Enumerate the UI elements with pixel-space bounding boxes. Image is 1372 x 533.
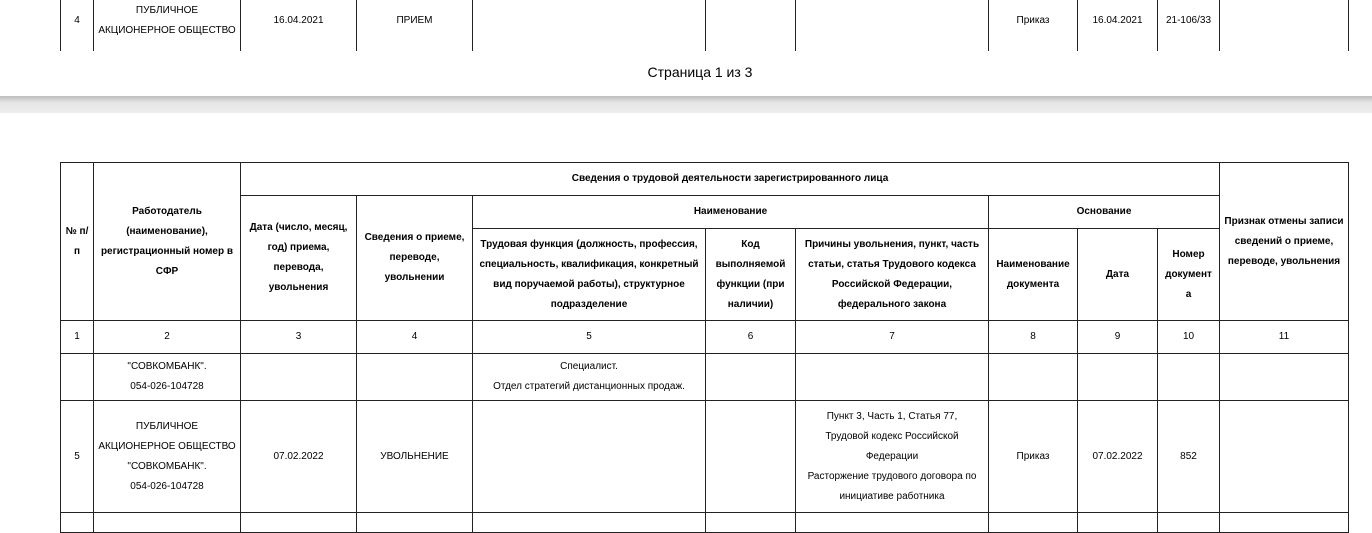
header-naming: Наименование	[473, 196, 989, 229]
column-numbers-row	[61, 321, 1349, 354]
cell-code	[706, 0, 796, 51]
text-line: инициативе работника	[839, 490, 945, 502]
text-line: Специалист.	[560, 361, 618, 372]
cell-cancel	[1220, 401, 1349, 513]
text-line: ПУБЛИЧНОЕ	[135, 4, 199, 16]
col-num: 5	[473, 321, 706, 354]
header-doc: Наименование документа	[989, 229, 1078, 321]
text-line: "СОВКОМБАНК".	[127, 460, 207, 472]
cell-info	[357, 354, 473, 401]
cell-func	[473, 401, 706, 513]
text-line: Отдел стратегий дистанционных продаж.	[493, 381, 685, 392]
cell-cancel	[1220, 354, 1349, 401]
col-num: 11	[1220, 321, 1349, 354]
header-basis: Основание	[989, 196, 1220, 229]
cell-n	[61, 354, 94, 401]
text-line: 054-026-104728	[130, 381, 204, 392]
table-row	[61, 513, 1349, 533]
header-n: № п/п	[61, 163, 94, 321]
header-code: Код выполняемой функции (при наличии)	[706, 229, 796, 321]
header-row	[61, 163, 1349, 196]
text-line: Пункт 3, Часть 1, Статья 77,	[826, 410, 958, 422]
cell-code	[706, 354, 796, 401]
cell-reason	[796, 354, 989, 401]
header-cancel: Признак отмены записи сведений о приеме, переводе, увольнения	[1220, 163, 1349, 321]
col-num: 6	[706, 321, 796, 354]
employment-table	[60, 162, 1349, 533]
cell-employer	[94, 0, 241, 51]
cell-doc-num	[1158, 354, 1220, 401]
cell-func	[473, 0, 706, 51]
previous-page-table	[60, 0, 1349, 51]
col-num: 9	[1078, 321, 1158, 354]
col-num: 10	[1158, 321, 1220, 354]
col-num: 4	[357, 321, 473, 354]
text-line: Трудовой кодекс Российской	[825, 430, 959, 442]
cell-info: УВОЛЬНЕНИЕ	[357, 401, 473, 513]
text-line: Федерации	[865, 450, 919, 462]
cell-reason	[796, 401, 989, 513]
cell-doc-num: 21-106/33	[1158, 0, 1220, 51]
text-line: АКЦИОНЕРНОЕ ОБЩЕСТВО	[98, 24, 236, 36]
cell-date: 07.02.2022	[241, 401, 357, 513]
cell-doc-date: 07.02.2022	[1078, 401, 1158, 513]
page-number: Страница 1 из 3	[647, 64, 753, 80]
col-num: 8	[989, 321, 1078, 354]
header-info: Сведения о приеме, переводе, увольнении	[357, 196, 473, 321]
col-num: 1	[61, 321, 94, 354]
header-doc-num: Номер документ а	[1158, 229, 1220, 321]
text-line: ПУБЛИЧНОЕ	[135, 420, 199, 432]
col-num: 7	[796, 321, 989, 354]
text-line: Расторжение трудового договора по	[807, 470, 977, 482]
text-line: АКЦИОНЕРНОЕ ОБЩЕСТВО	[98, 440, 236, 452]
header-reason: Причины увольнения, пункт, часть статьи, статья Трудового кодекса Российской Федерации, федерального закона	[796, 229, 989, 321]
cell-func	[473, 354, 706, 401]
cell-employer	[94, 354, 241, 401]
cell-doc	[989, 354, 1078, 401]
cell-reason	[796, 0, 989, 51]
col-num: 3	[241, 321, 357, 354]
header-employer: Работодатель (наименование), регистрационный номер в СФР	[94, 163, 241, 321]
table-row	[61, 354, 1349, 401]
cell-doc: Приказ	[989, 401, 1078, 513]
header-func: Трудовая функция (должность, профессия, специальность, квалификация, конкретный вид поручаемой работы), структурное подразделение	[473, 229, 706, 321]
cell-code	[706, 401, 796, 513]
page-1	[0, 0, 1372, 96]
header-row	[61, 196, 1349, 229]
text-line: 054-026-104728	[130, 480, 204, 492]
cell-doc-date: 16.04.2021	[1078, 0, 1158, 51]
cell-n: 4	[61, 0, 94, 51]
col-num: 2	[94, 321, 241, 354]
table-row	[61, 401, 1349, 513]
cell-n: 5	[61, 401, 94, 513]
cell-cancel	[1220, 0, 1349, 51]
header-group: Сведения о трудовой деятельности зарегистрированного лица	[241, 163, 1220, 196]
header-doc-date: Дата	[1078, 229, 1158, 321]
cell-doc: Приказ	[989, 0, 1078, 51]
cell-info: ПРИЕМ	[357, 0, 473, 51]
cell-doc-date	[1078, 354, 1158, 401]
page-2	[0, 113, 1372, 517]
cell-employer	[94, 401, 241, 513]
cell-date	[241, 354, 357, 401]
table-row	[61, 0, 1349, 51]
cell-date: 16.04.2021	[241, 0, 357, 51]
cell-doc-num: 852	[1158, 401, 1220, 513]
page-separator	[0, 96, 1372, 113]
text-line: "СОВКОМБАНК".	[127, 361, 207, 372]
header-date: Дата (число, месяц, год) приема, перевода, увольнения	[241, 196, 357, 321]
